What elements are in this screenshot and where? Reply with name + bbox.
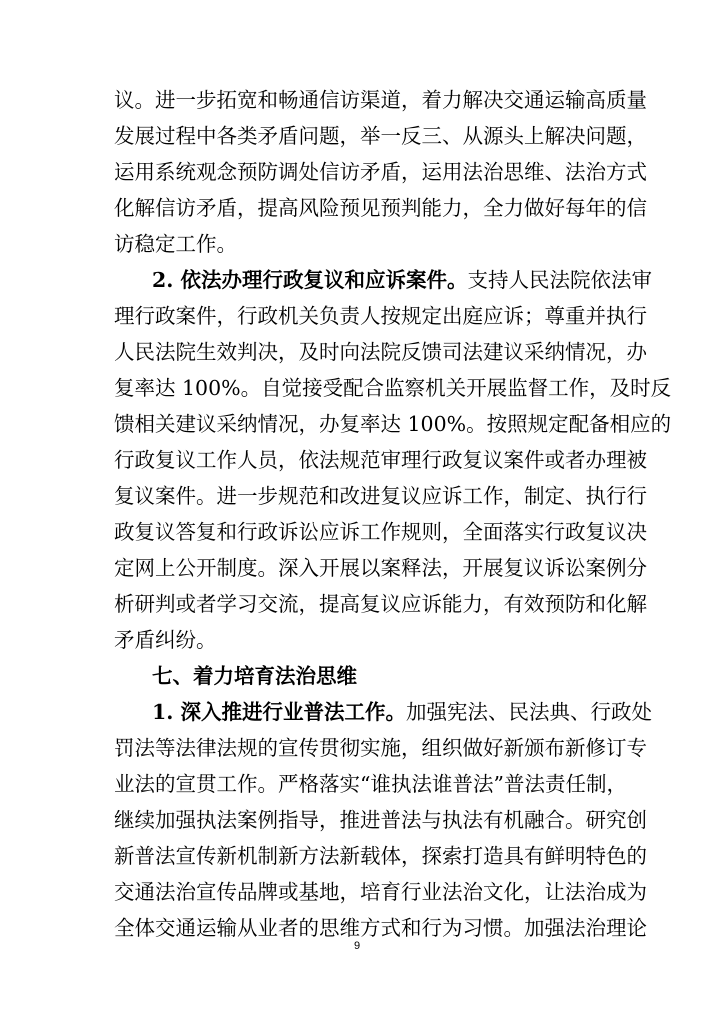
item-1-first-line [114,694,653,730]
paragraph-line: 政复议答复和行政诉讼应诉工作规则，全面落实行政复议决 [114,520,647,544]
paragraph-line: 理行政案件，行政机关负责人按规定出庭应诉；尊重并执行 [114,304,647,328]
paragraph-line: 新普法宣传新机制新方法新载体，探索打造具有鲜明特色的 [114,844,647,868]
item-2-title: 2. 依法办理行政复议和应诉案件。 [152,268,468,292]
paragraph-line: 复率达 100%。自觉接受配合监察机关开展监督工作，及时反 [114,376,672,400]
paragraph-line: 定网上公开制度。深入开展以案释法，开展复议诉讼案例分 [114,556,647,580]
item-1-title: 1. 深入推进行业普法工作。 [152,700,407,724]
paragraph-line: 业法的宣贯工作。严格落实“谁执法谁普法”普法责任制， [114,772,627,796]
paragraph-line: 化解信访矛盾，提高风险预见预判能力，全力做好每年的信 [114,196,647,220]
paragraph-line: 全体交通运输从业者的思维方式和行为习惯。加强法治理论 [114,916,647,940]
item-2-text: 支持人民法院依法审 [467,268,653,292]
paragraph-line: 复议案件。进一步规范和改进复议应诉工作，制定、执行行 [114,484,647,508]
item-2-first-line [114,262,653,298]
paragraph-line: 行政复议工作人员，依法规范审理行政复议案件或者办理被 [114,448,647,472]
paragraph-line: 继续加强执法案例指导，推进普法与执法有机融合。研究创 [114,808,647,832]
paragraph-line: 发展过程中各类矛盾问题，举一反三、从源头上解决问题， [114,124,647,148]
paragraph-line: 矛盾纠纷。 [114,628,217,652]
paragraph-line: 罚法等法律法规的宣传贯彻实施，组织做好新颁布新修订专 [114,736,647,760]
section-7-heading: 七、着力培育法治思维 [152,664,357,688]
paragraph-line: 交通法治宣传品牌或基地，培育行业法治文化，让法治成为 [114,880,647,904]
paragraph-line: 运用系统观念预防调处信访矛盾，运用法治思维、法治方式 [114,160,647,184]
section-7-heading-line [114,658,604,694]
paragraph-line: 访稳定工作。 [114,232,237,256]
paragraph-line: 人民法院生效判决，及时向法院反馈司法建议采纳情况，办 [114,340,647,364]
paragraph-line: 析研判或者学习交流，提高复议应诉能力，有效预防和化解 [114,592,647,616]
paragraph-line: 议。进一步拓宽和畅通信访渠道，着力解决交通运输高质量 [114,88,647,112]
item-1-text: 加强宪法、民法典、行政处 [406,700,653,724]
paragraph-line: 馈相关建议采纳情况，办复率达 100%。按照规定配备相应的 [114,412,672,436]
page-number: 9 [353,940,361,952]
